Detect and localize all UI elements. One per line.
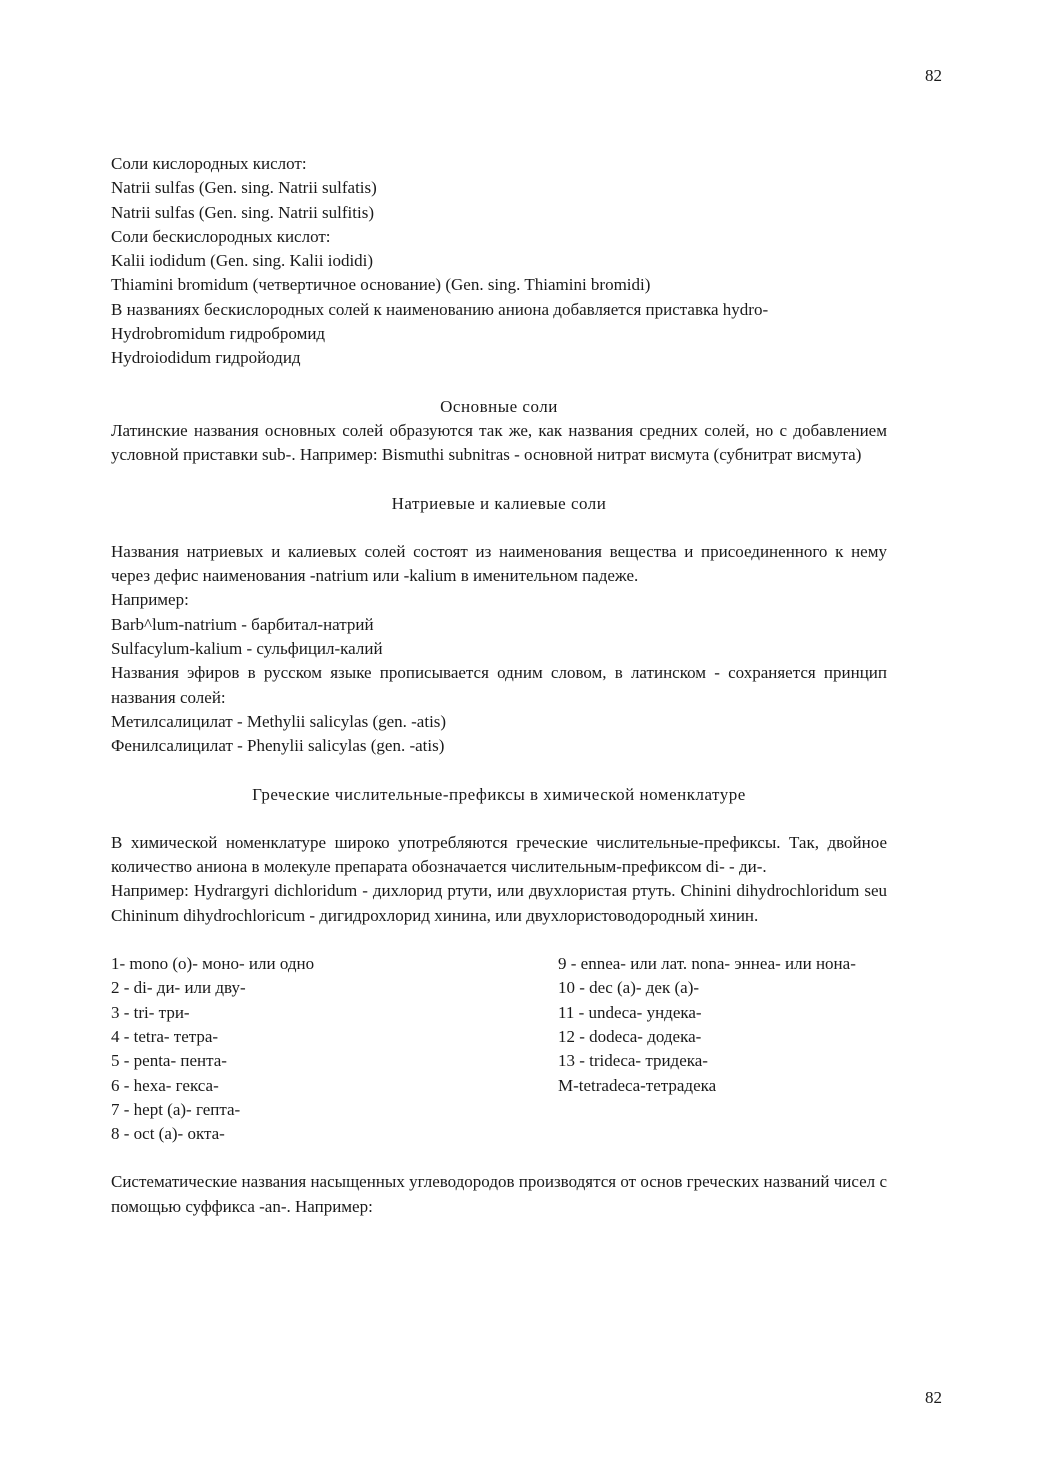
ester-example: Метилсалицилат - Methylii salicylas (gen. -atis)	[111, 711, 447, 731]
example-label: Например:	[111, 590, 189, 610]
prefix-list-right	[558, 952, 887, 1146]
prefix-item: 8 - oct (a)- окта-	[111, 1124, 225, 1144]
prefix-item: 6 - hexa- гекса-	[111, 1075, 219, 1095]
prefix-item: 1- mono (o)- моно- или одно	[111, 954, 315, 974]
prefix-item: 5 - penta- пента-	[111, 1051, 227, 1071]
prefix-lists	[111, 952, 887, 1146]
prefix-item: M-tetradeca-тетрадека	[558, 1075, 717, 1095]
oxy-salts-heading: Соли кислородных кислот:	[111, 154, 307, 173]
sodium-potassium-heading: Натриевые и калиевые соли	[391, 493, 607, 513]
prefix-item: 7 - hept (a)- гепта-	[111, 1099, 241, 1119]
esters-paragraph: Названия эфиров в русском языке прописывается одним словом, в латинском - сохраняется принцип названия солей:	[111, 663, 887, 707]
hydro-example: Hydrobromidum гидробромид	[111, 324, 326, 344]
basic-salts-heading: Основные соли	[440, 396, 558, 416]
basic-salts-paragraph: Латинские названия основных солей образуются так же, как названия средних солей, но с добавлением условной приставки sub-. Например: Bismuthi subnitras - основной нитрат висмута (субнитрат висмута)	[111, 420, 887, 465]
nonoxy-salts-heading: Соли бескислородных кислот:	[111, 226, 331, 246]
prefix-item: 4 - tetra- тетра-	[111, 1026, 219, 1046]
greek-prefixes-paragraph: В химической номенклатуре широко употребляются греческие числительные-префиксы. Так, двойное количество аниона в молекуле препарата обозначается числительным-префиксом di- - ди-.	[111, 832, 887, 877]
page-number-bottom: 82	[925, 1388, 942, 1407]
salt-line: Kalii iodidum (Gen. sing. Kalii iodidi)	[111, 251, 374, 271]
salt-line: Natrii sulfas (Gen. sing. Natrii sulfatis)	[111, 178, 377, 198]
page-content	[111, 152, 887, 1219]
greek-example-paragraph: Например: Hydrargyri dichloridum - дихлорид ртути, или двухлористая ртуть. Chinini dihydrochloridum seu Chininum dihydrochloricum - дигидрохлорид хинина, или двухлористоводородный хинин.	[111, 881, 887, 925]
salt-line: Thiamini bromidum (четвертичное основание) (Gen. sing. Thiamini bromidi)	[111, 275, 651, 295]
final-paragraph: Систематические названия насыщенных углеводородов производятся от основ греческих названий чисел с помощью суффикса -an-. Например:	[111, 1172, 887, 1216]
ester-example: Фенилсалицилат - Phenylii salicylas (gen. -atis)	[111, 736, 445, 756]
greek-prefixes-heading: Греческие числительные-префиксы в химической номенклатуре	[252, 784, 746, 804]
prefix-item: 12 - dodeca- додека-	[558, 1026, 702, 1046]
sodium-potassium-paragraph: Названия натриевых и калиевых солей состоят из наименования вещества и присоединенного к нему через дефис наименования -natrium или -kalium в именительном падеже.	[111, 541, 887, 586]
hydro-example: Hydroiodidum гидройодид	[111, 348, 301, 368]
prefix-item: 2 - di- ди- или дву-	[111, 978, 246, 998]
prefix-item: 11 - undeca- ундека-	[558, 1002, 702, 1022]
prefix-item: 10 - dec (a)- дек (a)-	[558, 978, 700, 998]
prefix-item: 9 - ennea- или лат. nona- эннеа- или нона-	[558, 954, 856, 974]
salt-example: Barb^lum-natrium - барбитал-натрий	[111, 614, 374, 634]
page-number-top: 82	[925, 66, 942, 85]
hydro-paragraph: В названиях бескислородных солей к наименованию аниона добавляется приставка hydro-	[111, 299, 769, 319]
prefix-list-left	[111, 952, 558, 1146]
prefix-item: 3 - tri- три-	[111, 1002, 190, 1022]
salt-line: Natrii sulfas (Gen. sing. Natrii sulfitis)	[111, 202, 374, 222]
salt-example: Sulfacylum-kalium - сульфицил-калий	[111, 639, 383, 659]
prefix-item: 13 - trideca- тридека-	[558, 1051, 708, 1071]
